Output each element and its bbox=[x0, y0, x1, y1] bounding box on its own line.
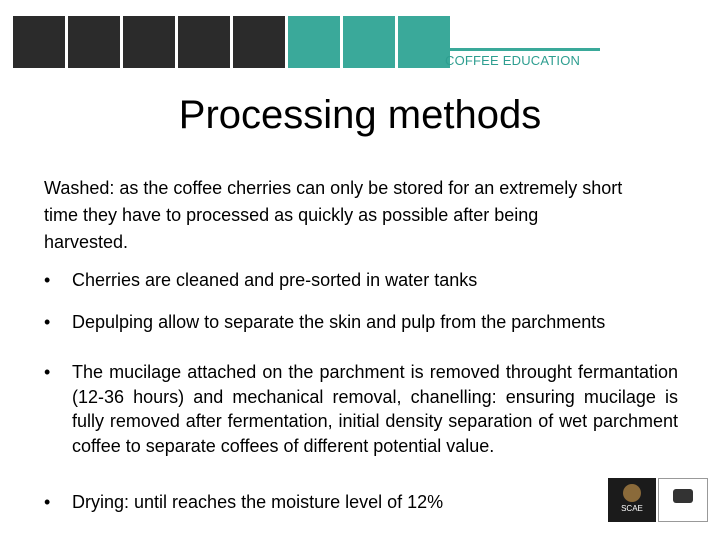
bullet-text: Cherries are cleaned and pre-sorted in water tanks bbox=[72, 270, 478, 290]
header-square bbox=[123, 16, 175, 68]
bullet-text: Depulping allow to separate the skin and pulp from the parchments bbox=[72, 312, 606, 332]
footer-logos bbox=[608, 478, 708, 522]
header-square bbox=[178, 16, 230, 68]
scae-logo bbox=[608, 478, 656, 522]
intro-term: Washed bbox=[44, 178, 110, 198]
bullet-marker: • bbox=[44, 362, 51, 382]
header-square bbox=[233, 16, 285, 68]
header-square bbox=[13, 16, 65, 68]
bullet-text: Drying: until reaches the moisture level of 12% bbox=[72, 492, 444, 512]
header-square bbox=[288, 16, 340, 68]
bullet-marker: • bbox=[44, 492, 51, 512]
seal-icon bbox=[623, 484, 641, 502]
header-square bbox=[343, 16, 395, 68]
scae-logo-text: SCAE bbox=[621, 504, 643, 513]
intro-text: : as the coffee cherries can only be stored for an extremely short time they have to processed as quickly as possible after being harvested. bbox=[44, 178, 623, 252]
brand-label: COFFEE EDUCATION bbox=[445, 53, 581, 68]
authorised-trainer-logo bbox=[658, 478, 708, 522]
slide-title: Processing methods bbox=[178, 93, 542, 137]
bullet-marker: • bbox=[44, 312, 51, 332]
intro-paragraph bbox=[44, 175, 624, 256]
bullet-text: The mucilage attached on the parchment is removed throught fermantation (12-36 hours) and mechanical removal, chanelling: ensuring mucilage is fully removed after fermentation, initial density separation of wet parchment coffee to separate coffees of different potential value. bbox=[72, 362, 678, 456]
brand-rule bbox=[443, 48, 600, 51]
header-square bbox=[398, 16, 450, 68]
bullet-marker: • bbox=[44, 270, 51, 290]
header-square bbox=[68, 16, 120, 68]
coffee-cup-icon bbox=[673, 489, 693, 503]
